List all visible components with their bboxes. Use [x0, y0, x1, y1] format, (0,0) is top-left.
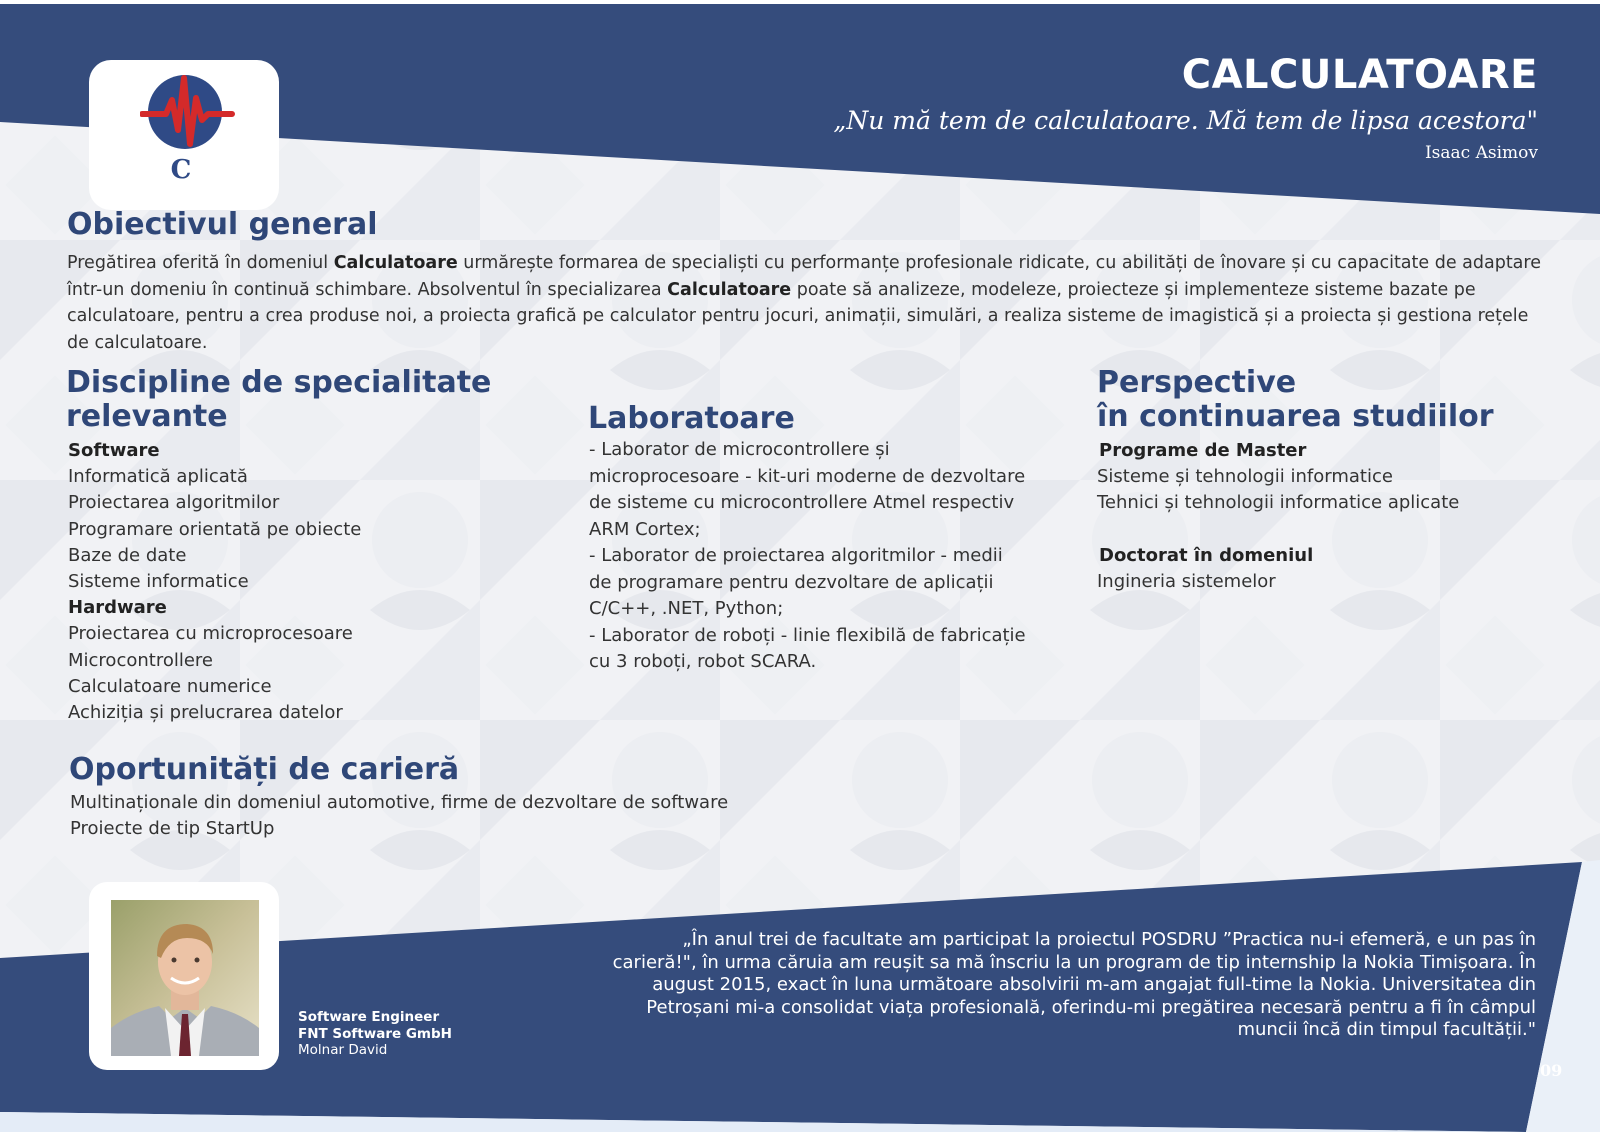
list-item: Ingineria sistemelor: [1097, 570, 1276, 592]
lab-item: - Laborator de roboți - linie flexibilă de fabricație cu 3 roboți, robot SCARA.: [589, 624, 1026, 672]
person-company: FNT Software GmbH: [298, 1025, 452, 1042]
page-number: 09: [1540, 1061, 1563, 1080]
career-list: [70, 790, 728, 842]
list-item: Microcontrollere: [68, 649, 213, 671]
person-name: Molnar David: [298, 1042, 388, 1058]
phd-heading: Doctorat în domeniul: [1099, 544, 1314, 566]
list-item: Achiziția și prelucrarea datelor: [68, 702, 343, 724]
list-item: Tehnici și tehnologii informatice aplicate: [1097, 492, 1460, 514]
hardware-heading: Hardware: [68, 597, 167, 619]
master-heading: Programe de Master: [1099, 440, 1307, 461]
list-item: Baze de date: [68, 544, 187, 566]
logo-letter: C: [170, 155, 192, 182]
disciplines-title: Discipline de specialitate relevante: [66, 365, 492, 434]
career-title: Oportunități de carieră: [69, 752, 460, 787]
testimonial-quote: „În anul trei de facultate am participat la proiectul POSDRU ”Practica nu-i efemeră, e un pas în carieră!", în urma căruia am reușit sa mă înscriu la un program de tip internship la Nokia Timișoara. În august 2015, exact în luna următoare absolvirii m-am angajat full-time la Nokia. Universitatea din Petroșani mi-a consolidat viața profesională, oferindu-mi pregătirea necesară pentru a fi în câmpul muncii încă din timpul facultății.": [612, 929, 1536, 1040]
list-item: Multinaționale din domeniul automotive, firme de dezvoltare de software: [70, 792, 729, 813]
disciplines-list: [68, 438, 361, 726]
list-item: Programare orientată pe obiecte: [68, 518, 362, 540]
list-item: Proiecte de tip StartUp: [70, 818, 275, 840]
lab-item: - Laborator de microcontrollere și microprocesoare - kit-uri moderne de dezvoltare de sisteme cu microcontrollere Atmel respectiv ARM Cortex;: [589, 439, 1026, 540]
objective-title: Obiectivul general: [67, 207, 378, 242]
list-item: Sisteme și tehnologii informatice: [1097, 466, 1393, 488]
lab-item: - Laborator de proiectarea algoritmilor - medii de programare pentru dezvoltare de aplicații C/C++, .NET, Python;: [589, 545, 1003, 619]
list-item: Informatică aplicată: [68, 466, 248, 488]
spacer: [1097, 517, 1459, 543]
page-title: CALCULATOARE: [1181, 52, 1538, 98]
person-role: Software Engineer: [298, 1009, 440, 1025]
person-info: [298, 1009, 452, 1059]
list-item: Sisteme informatice: [68, 571, 249, 593]
software-heading: Software: [68, 440, 160, 461]
header-quote: „Nu mă tem de calculatoare. Mă tem de lipsa acestora": [833, 106, 1538, 135]
list-item: Proiectarea cu microprocesoare: [68, 623, 353, 645]
list-item: Proiectarea algoritmilor: [68, 492, 280, 514]
labs-list: [589, 437, 1029, 676]
perspectives-list: [1097, 438, 1459, 595]
perspectives-title: Perspective în continuarea studiilor: [1097, 365, 1494, 434]
labs-title: Laboratoare: [588, 401, 795, 436]
university-logo-icon: [140, 70, 236, 182]
quote-author: Isaac Asimov: [1424, 143, 1538, 163]
objective-paragraph: Pregătirea oferită în domeniul Calculatoare urmărește formarea de specialiști cu performanțe profesionale ridicate, cu abilități de înovare și cu capacitate de adaptare într-un domeniu în continuă schimbare. Absolventul în specializarea Calculatoare poate să analizeze, modeleze, proiecteze și implementeze sisteme bazate pe calculatoare, pentru a crea produse noi, a proiecta grafică pe calculator pentru jocuri, animații, simulări, a realiza sisteme de imagistică și a proiecta și gestiona rețele de calculatoare.: [67, 253, 1541, 353]
person-photo: [111, 900, 259, 1056]
list-item: Calculatoare numerice: [68, 675, 272, 697]
